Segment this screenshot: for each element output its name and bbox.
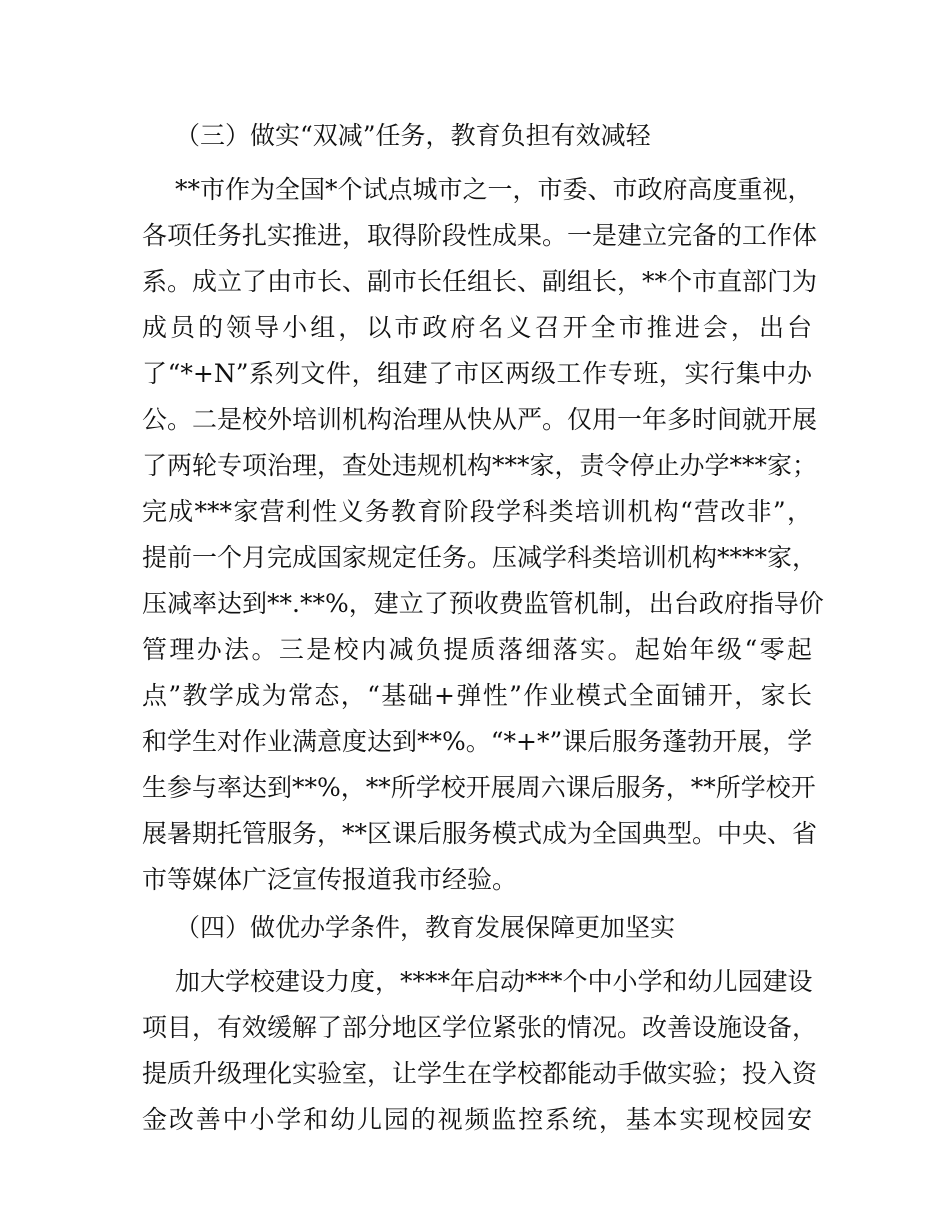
paragraph-line: 提质升级理化实验室，让学生在学校都能动手做实验；投入资 [142,1059,818,1088]
paragraph-line: 和学生对作业满意度达到**%。“*+*”课后服务蓬勃开展，学 [142,727,813,756]
section-heading-3: （三）做实“双减”任务，教育负担有效减轻 [175,121,651,150]
paragraph-line: 系。成立了由市长、副市长任组长、副组长，**个市直部门为 [142,267,818,296]
paragraph-line: 各项任务扎实推进，取得阶段性成果。一是建立完备的工作体 [142,221,818,250]
paragraph-line: 管理办法。三是校内减负提质落细落实。起始年级“零起 [142,635,812,664]
paragraph-line: 提前一个月完成国家规定任务。压减学科类培训机构****家， [142,543,818,572]
paragraph-line: 展暑期托管服务，**区课后服务模式成为全国典型。中央、省 [142,819,818,848]
paragraph-line: 压减率达到**.**%，建立了预收费监管机制，出台政府指导价 [142,589,824,618]
paragraph-line: 公。二是校外培训机构治理从快从严。仅用一年多时间就开展 [142,405,818,434]
paragraph-line: 项目，有效缓解了部分地区学位紧张的情况。改善设施设备， [142,1013,818,1042]
paragraph-line: 成员的领导小组，以市政府名义召开全市推进会，出台 [142,313,812,342]
paragraph-line: 完成***家营利性义务教育阶段学科类培训机构“营改非”， [142,497,812,526]
paragraph-line: 点”教学成为常态，“基础+弹性”作业模式全面铺开，家长 [142,681,812,710]
paragraph-line: 生参与率达到**%，**所学校开展周六课后服务，**所学校开 [142,773,816,802]
paragraph-line: 了“*+N”系列文件，组建了市区两级工作专班，实行集中办 [142,359,812,388]
paragraph-line: 加大学校建设力度，****年启动***个中小学和幼儿园建设 [175,967,813,996]
paragraph-line: 了两轮专项治理，查处违规机构***家，责令停止办学***家； [142,451,818,480]
paragraph-line: 金改善中小学和幼儿园的视频监控系统，基本实现校园安 [142,1105,812,1134]
section-heading-4: （四）做优办学条件，教育发展保障更加坚实 [175,913,676,942]
paragraph-line: 市等媒体广泛宣传报道我市经验。 [142,865,518,894]
paragraph-line: **市作为全国*个试点城市之一，市委、市政府高度重视， [175,175,813,204]
